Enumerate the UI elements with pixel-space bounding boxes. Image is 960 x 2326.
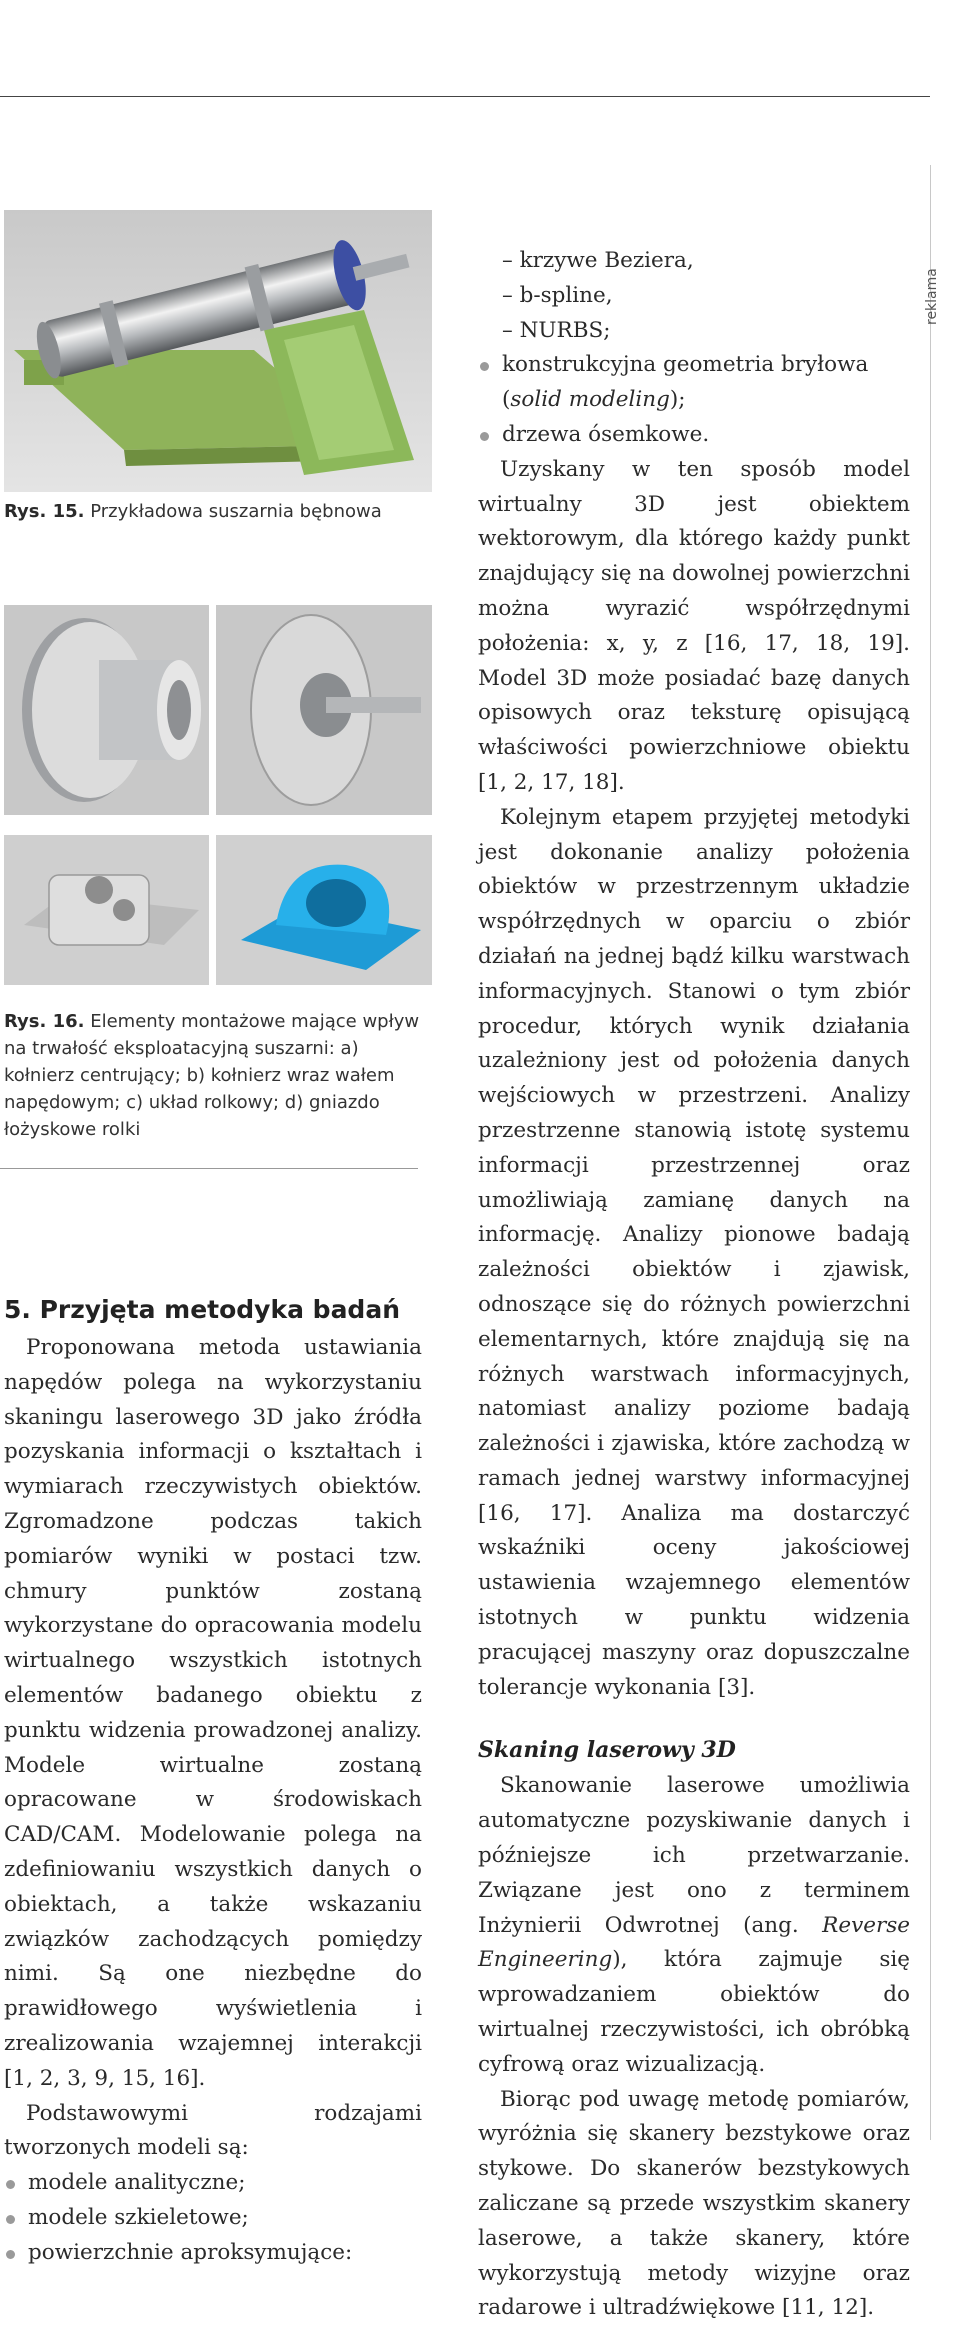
figure-16b-flange-shaft [216, 605, 432, 815]
figure-15-number: Rys. 15. [4, 501, 85, 522]
list-item [478, 348, 910, 418]
list-item-text: ); [669, 387, 686, 413]
list-item: modele szkieletowe; [4, 2201, 422, 2236]
spacer [478, 1705, 910, 1733]
right-column [478, 244, 910, 2326]
list-item-emphasis: solid modeling [510, 387, 670, 413]
left-column [4, 1293, 422, 2271]
subsection-heading: Skaning laserowy 3D [478, 1737, 736, 1764]
sub-list-item: – b-spline, [502, 282, 613, 308]
figure-16-text: Elementy montażowe mające wpływ na trwałość eksploatacyjną suszarni: a) kołnierz centrujący; b) kołnierz wraz wałem napędowym; c) układ rolkowy; d) gniazdo łożyskowe rolki [4, 1011, 420, 1140]
paragraph: Proponowana metoda ustawiania napędów polega na wykorzystaniu skaningu laserowego 3D jako źródła pozyskania informacji o kształtach i wymiarach rzeczywistych obiektów. Zgromadzone podczas takich pomiarów wyniki w postaci tzw. chmury punktów zostaną wykorzystane do opracowania modelu wirtualnego wszystkich istotnych elementów badanego obiektu z punktu widzenia prowadzonej analizy. Modele wirtualne zostaną opracowane w środowiskach CAD/CAM. Modelowanie polega na zdefiniowaniu wszystkich danych o obiektach, a także wskazaniu związków zachodzących pomiędzy nimi. Są one niezbędne do prawidłowego wyświetlenia i zrealizowania wzajemnej interakcji [1, 2, 3, 9, 15, 16]. [4, 1335, 422, 2091]
caption-separator [0, 1168, 418, 1169]
ad-label: reklama [924, 268, 940, 325]
figure-16a-centering-flange [4, 605, 209, 815]
list-item: powierzchnie aproksymujące: [4, 2236, 422, 2271]
paragraph-text: ), która zajmuje się wprowadzaniem obiektów do wirtualnej rzeczywistości, ich obróbką cyfrową oraz wizualizacją. [478, 1947, 910, 2077]
paragraph: Kolejnym etapem przyjętej metodyki jest dokonanie analizy położenia obiektów w przestrzennym układzie współrzędnych w oparciu o zbiór działań na jednej bądź kilku warstwach informacyjnych. Stanowi o tym zbiór procedur, których wynik działania uzależniony jest od położenia danych wejściowych w przestrzeni. Analizy przestrzenne stanowią istotę systemu informacji przestrzennej oraz umożliwiają zamianę danych na informację. Analizy pionowe badają zależności obiektów i zjawisk, odnoszące się do różnych powierzchni elementarnych, które znajdują się na różnych warstwach informacyjnych, natomiast analizy poziome badają zależności i zjawiska, które zachodzą w ramach jednej warstwy informacyjnej [16, 17]. Analiza ma dostarczyć wskaźniki oceny jakościowej ustawienia wzajemnego elementów istotnych w punktu widzenia pracującej maszyny oraz dopuszczalne tolerancje wykonania [3]. [478, 804, 910, 1700]
ad-margin-rule [930, 165, 931, 2140]
paragraph-emphasis: Reverse Engineering [478, 1912, 910, 1973]
figure-15-caption [4, 498, 424, 525]
figure-16d-bearing-housing [216, 835, 432, 985]
section-heading: 5. Przyjęta metodyka badań [4, 1295, 400, 1324]
figure-16-caption [4, 1008, 429, 1143]
top-rule [0, 96, 930, 97]
list-item: drzewa ósemkowe. [478, 418, 910, 453]
sub-list-item: – NURBS; [502, 317, 611, 343]
paragraph [478, 1769, 910, 2082]
paragraph-text: Skanowanie laserowe umożliwia automatyczne pozyskiwanie danych i późniejsze ich przetwarzanie. Związane jest ono z terminem Inżynierii Odwrotnej (ang. [478, 1773, 910, 1938]
paragraph: Podstawowymi rodzajami tworzonych modeli są: [4, 2100, 422, 2161]
figure-drum-dryer [4, 210, 432, 492]
figure-15-text: Przykładowa suszarnia bębnowa [90, 501, 382, 522]
sub-list-item: – krzywe Beziera, [502, 248, 694, 273]
paragraph: Biorąc pod uwagę metodę pomiarów, wyróżnia się skanery bezstykowe oraz stykowe. Do skanerów bezstykowych zaliczane są przede wszystkim skanery laserowe, a także skanery, które wykorzystują metody wizyjne oraz radarowe i ultradźwiękowe [11, 12]. [478, 2086, 910, 2321]
figure-16c-roller-assembly [4, 835, 209, 985]
list-item-text: konstrukcyjna geometria bryłowa ( [502, 352, 869, 413]
figure-16-number: Rys. 16. [4, 1011, 85, 1032]
list-item: modele analityczne; [4, 2166, 422, 2201]
paragraph: Uzyskany w ten sposób model wirtualny 3D jest obiektem wektorowym, dla którego każdy punkt znajdujący się na dowolnej powierzchni można wyrazić współrzędnymi położenia: x, y, z [16, 17, 18, 19]. Model 3D może posiadać bazę danych opisowych oraz teksturę opisującą właściwości powierzchniowe obiektu [1, 2, 17, 18]. [478, 456, 910, 795]
